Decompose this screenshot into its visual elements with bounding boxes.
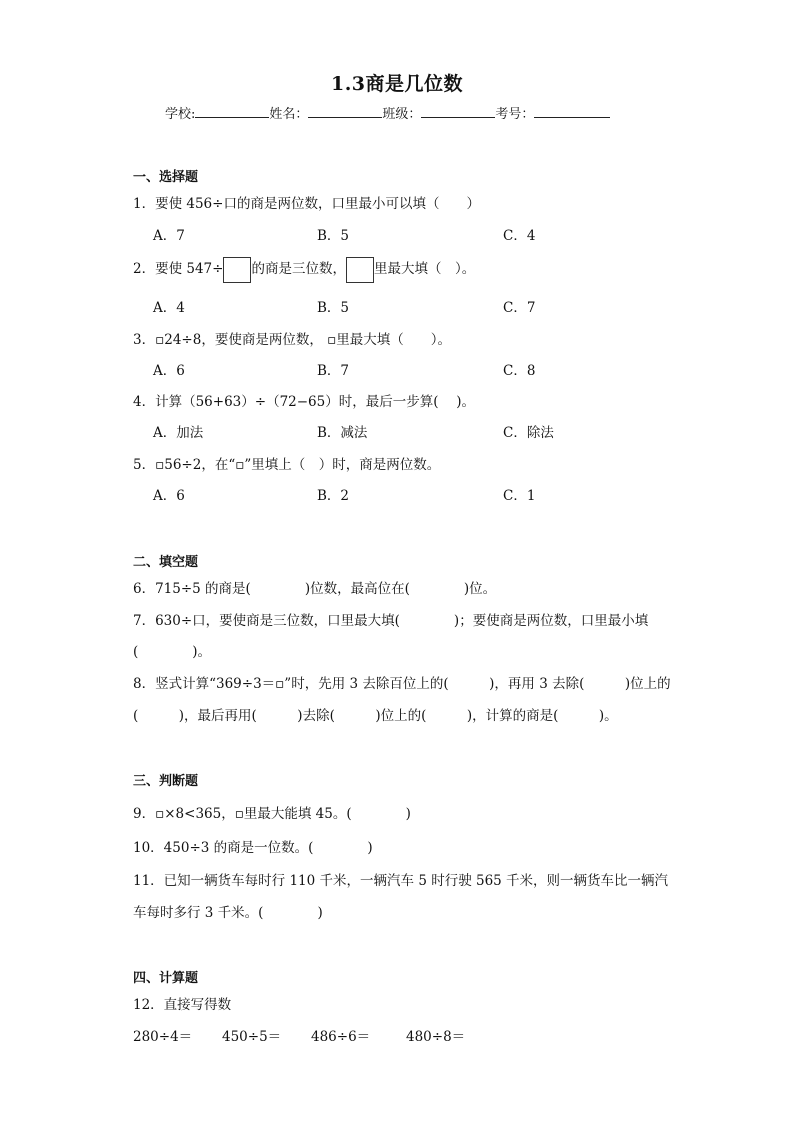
question-12: 12．直接写得数 bbox=[133, 997, 232, 1013]
question-2 bbox=[133, 256, 475, 283]
q12-item-4: 480÷8＝ bbox=[406, 1029, 466, 1045]
section-choice: 一、选择题 bbox=[133, 170, 199, 185]
page-title: 1.3商是几位数 bbox=[330, 73, 464, 95]
q12-item-3: 486÷6＝ bbox=[311, 1029, 371, 1045]
question-1: 1．要使 456÷口的商是两位数，口里最小可以填（ ） bbox=[133, 196, 480, 212]
school-label: 学校: bbox=[165, 107, 196, 122]
section-calculation: 四、计算题 bbox=[133, 971, 199, 986]
q4-option-c[interactable]: C．除法 bbox=[503, 425, 554, 441]
question-8-line-1: 8．竖式计算“369÷3＝▫”时，先用 3 去除百位上的( )，再用 3 去除( )位上的 bbox=[133, 676, 671, 692]
question-4: 4．计算（56+63）÷（72−65）时，最后一步算( )。 bbox=[133, 394, 476, 410]
class-blank[interactable] bbox=[421, 104, 495, 118]
question-7-line-2: ( )。 bbox=[133, 644, 212, 660]
q5-option-a[interactable]: A．6 bbox=[153, 488, 185, 504]
question-11-line-2: 车每时多行 3 千米。( ) bbox=[133, 905, 323, 921]
info-line bbox=[165, 103, 610, 122]
school-blank[interactable] bbox=[195, 104, 269, 118]
q2-part2: 的商是三位数， bbox=[251, 261, 346, 277]
number-label: 考号： bbox=[495, 107, 535, 122]
name-blank[interactable] bbox=[308, 104, 382, 118]
q3-option-b[interactable]: B．7 bbox=[317, 363, 350, 379]
q1-option-c[interactable]: C．4 bbox=[503, 228, 536, 244]
q1-option-b[interactable]: B．5 bbox=[317, 228, 350, 244]
question-11-line-1: 11．已知一辆货车每时行 110 千米，一辆汽车 5 时行驶 565 千米，则一辆货车比一辆汽 bbox=[133, 873, 669, 889]
q3-option-c[interactable]: C．8 bbox=[503, 363, 536, 379]
question-9: 9．▫×8<365，▫里最大能填 45。( ) bbox=[133, 806, 411, 822]
number-blank[interactable] bbox=[534, 104, 610, 118]
question-6: 6．715÷5 的商是( )位数，最高位在( )位。 bbox=[133, 581, 497, 597]
q12-item-2: 450÷5＝ bbox=[222, 1029, 282, 1045]
q2-option-a[interactable]: A．4 bbox=[153, 300, 185, 316]
class-label: 班级： bbox=[382, 107, 422, 122]
question-10: 10．450÷3 的商是一位数。( ) bbox=[133, 840, 373, 856]
section-judgement: 三、判断题 bbox=[133, 774, 199, 789]
q2-part1: 2．要使 547÷ bbox=[133, 261, 224, 277]
q2-option-b[interactable]: B．5 bbox=[317, 300, 350, 316]
question-3: 3．▫24÷8，要使商是两位数， ▫里最大填（ ）。 bbox=[133, 332, 452, 348]
q12-item-1: 280÷4＝ bbox=[133, 1029, 193, 1045]
q2-answer-box-1 bbox=[223, 257, 251, 283]
q3-option-a[interactable]: A．6 bbox=[153, 363, 185, 379]
q2-answer-box-2 bbox=[346, 257, 374, 283]
q2-option-c[interactable]: C．7 bbox=[503, 300, 536, 316]
q2-part3: 里最大填（ ）。 bbox=[373, 261, 476, 277]
section-fill-blank: 二、填空题 bbox=[133, 555, 199, 570]
q4-option-b[interactable]: B．减法 bbox=[317, 425, 368, 441]
name-label: 姓名： bbox=[269, 107, 309, 122]
q1-option-a[interactable]: A．7 bbox=[153, 228, 185, 244]
q5-option-b[interactable]: B．2 bbox=[317, 488, 350, 504]
question-7-line-1: 7．630÷口，要使商是三位数，口里最大填( )；要使商是两位数，口里最小填 bbox=[133, 613, 649, 629]
question-5: 5．▫56÷2，在“▫”里填上（ ）时，商是两位数。 bbox=[133, 457, 441, 473]
question-8-line-2: ( )，最后再用( )去除( )位上的( )，计算的商是( )。 bbox=[133, 708, 618, 724]
q4-option-a[interactable]: A．加法 bbox=[153, 425, 204, 441]
q5-option-c[interactable]: C．1 bbox=[503, 488, 536, 504]
